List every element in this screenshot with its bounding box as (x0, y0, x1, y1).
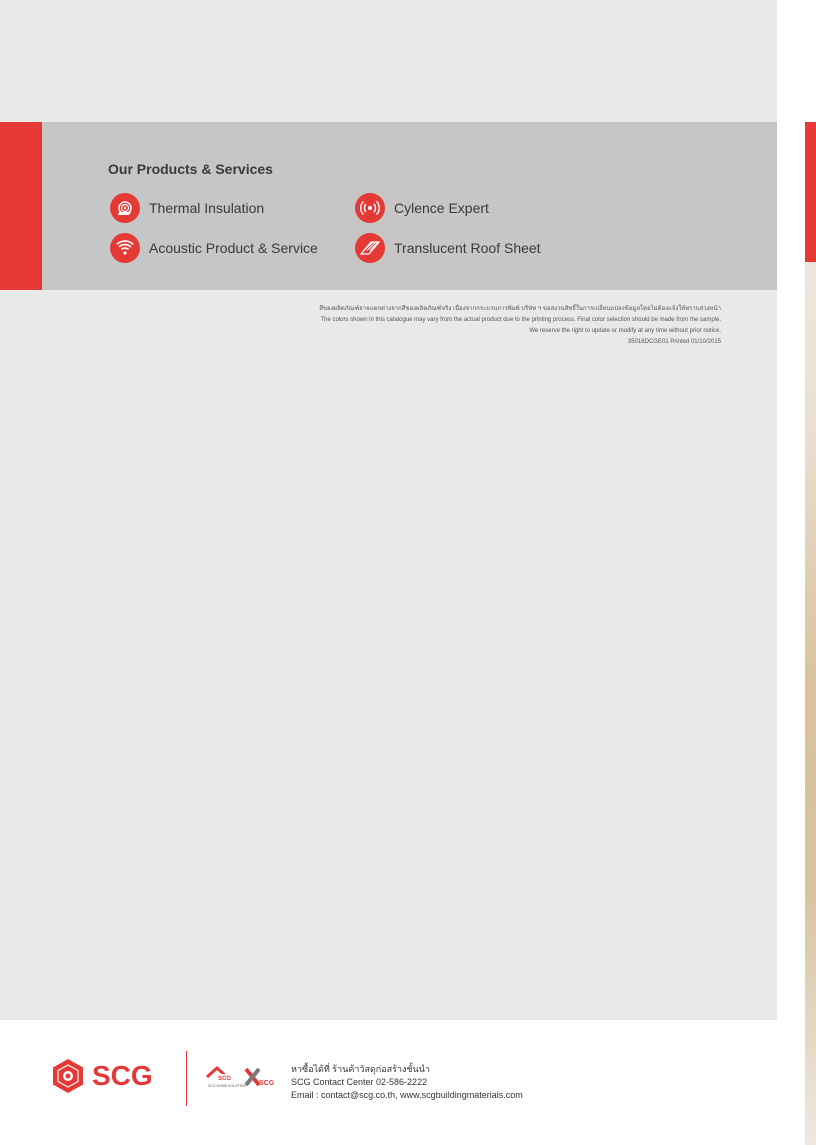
scg-home-subtext: SCG HOME SOLUTION (208, 1084, 246, 1088)
logo-wordmark: SCG (92, 1060, 153, 1091)
wifi-signal-icon (110, 233, 140, 263)
product-thermal-insulation[interactable] (110, 193, 264, 223)
product-cylence-expert[interactable] (355, 193, 489, 223)
band-accent-bar (0, 122, 42, 290)
disclaimer-line-2: We reserve the right to update or modify at any time without prior notice. (529, 328, 721, 334)
scg-x-logo (243, 1065, 275, 1091)
disclaimer-notes (319, 304, 721, 348)
scg-emblem-icon (50, 1058, 86, 1094)
product-label: Acoustic Product & Service (149, 240, 318, 256)
section-title: Our Products & Services (108, 161, 273, 177)
next-page-edge (805, 122, 816, 1145)
disclaimer-line-1: The colors shown in this catalogue may vary from the actual product due to the printing process. Final color selection should be made from the sample. (320, 317, 721, 323)
contact-thai: หาซื้อได้ที่ ร้านค้าวัสดุก่อสร้างชั้นนำ (291, 1064, 430, 1074)
roof-sheet-icon (355, 233, 385, 263)
footer-divider (186, 1051, 187, 1106)
scg-home-logo (205, 1065, 246, 1091)
sub-brand-logos (205, 1065, 275, 1091)
product-label: Thermal Insulation (149, 200, 265, 216)
products-band (0, 122, 777, 290)
contact-info (291, 1063, 523, 1102)
sound-wave-icon (355, 193, 385, 223)
print-code: 35018DCGE01 Printed 01/10/2015 (627, 339, 721, 345)
insulation-roll-icon (110, 193, 140, 223)
contact-center: SCG Contact Center 02-586-2222 (291, 1077, 428, 1087)
disclaimer-thai: สีของผลิตภัณฑ์อาจแตกต่างจากสีของผลิตภัณฑ์จริง เนื่องจากกระบวนการพิมพ์ บริษัท ฯ ขอสงวนสิทธิ์ในการเปลี่ยนแปลงข้อมูลโดยไม่ต้องแจ้งให้ทราบล่วงหน้า (319, 306, 721, 312)
scg-home-text: SCG (218, 1076, 232, 1082)
product-label: Translucent Roof Sheet (394, 240, 541, 256)
scg-logo (50, 1058, 153, 1094)
product-label: Cylence Expert (394, 200, 489, 216)
contact-email[interactable]: Email : contact@scg.co.th, www.scgbuildingmaterials.com (291, 1090, 523, 1100)
next-page-edge-red (805, 122, 816, 262)
product-translucent-roof[interactable] (355, 233, 541, 263)
product-acoustic[interactable] (110, 233, 318, 263)
footer (0, 1020, 777, 1145)
scg-x-text: SCG (259, 1080, 275, 1087)
